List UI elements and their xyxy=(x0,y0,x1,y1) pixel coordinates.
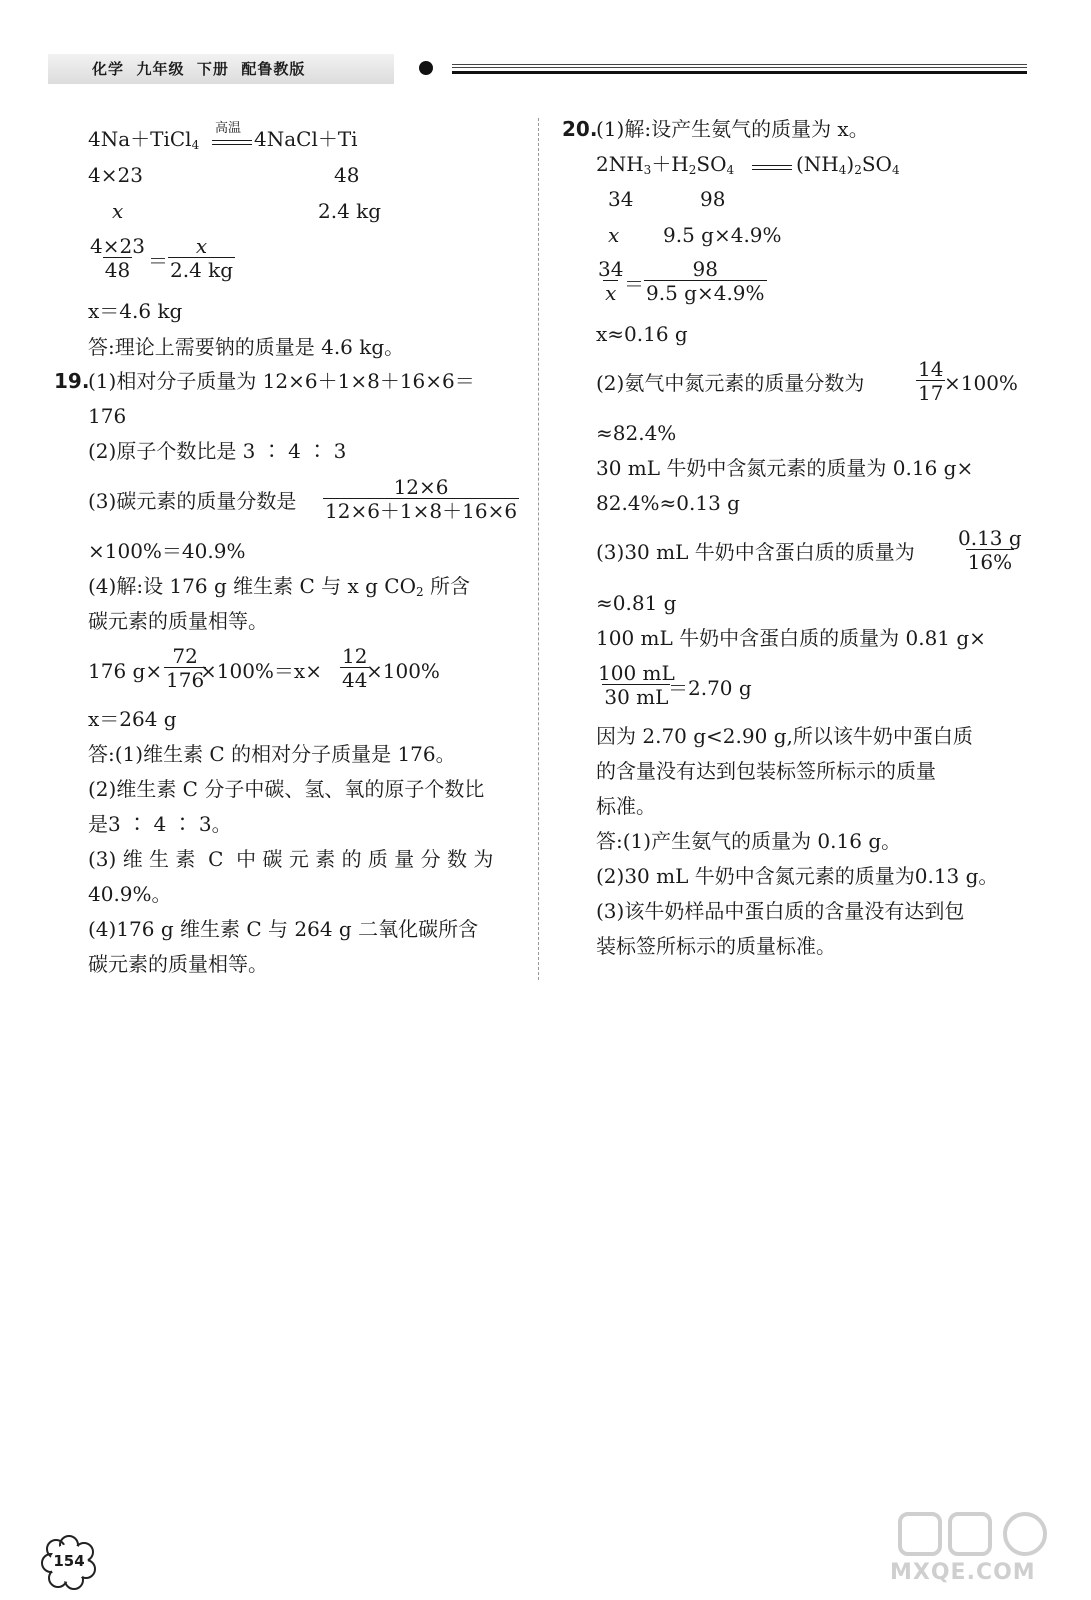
equation-line xyxy=(88,128,199,153)
equation-rhs: 4NaCl＋Ti xyxy=(254,127,358,151)
q19-mass-fraction xyxy=(323,476,519,522)
q20-ratio-fraction-1 xyxy=(596,258,625,304)
q20-ratio-numerator-1: 34 xyxy=(598,257,624,281)
volume-numerator: 100 mL xyxy=(598,661,675,685)
h2-subscript: 2 xyxy=(688,163,697,177)
q20-answer-2: (2)30 mL 牛奶中含氮元素的质量为0.13 g。 xyxy=(596,864,999,888)
q19-answer-2-cont: 是3 ∶ 4 ∶ 3。 xyxy=(88,812,232,836)
q20-result: x≈0.16 g xyxy=(596,322,688,346)
q19-fraction-numerator: 12×6 xyxy=(393,475,449,499)
volume-fraction xyxy=(596,662,677,708)
q19-eq-denominator-1: 176 xyxy=(166,668,205,692)
equation-lhs-subscript: 4 xyxy=(191,138,200,152)
q20-answer-3-cont: 装标签所标示的质量标准。 xyxy=(596,934,836,958)
q20-ratio-fraction-2 xyxy=(644,258,767,304)
mass-h2so4: 98 xyxy=(700,187,726,211)
q19-eq-denominator-2: 44 xyxy=(342,668,368,692)
q19-answer-2: (2)维生素 C 分子中碳、氢、氧的原子个数比 xyxy=(88,777,485,801)
header-rule-thick xyxy=(452,71,1027,74)
q19-eq-numerator-1: 72 xyxy=(172,644,198,668)
ratio-numerator-1: 4×23 xyxy=(90,234,145,258)
so4: SO xyxy=(696,152,727,176)
q19-part4-text: (4)解:设 176 g 维生素 C 与 x g CO xyxy=(88,574,416,598)
page-number-badge xyxy=(40,1533,98,1591)
q20-part3-result: ≈0.81 g xyxy=(596,591,677,615)
header-dot xyxy=(419,61,433,75)
q19-answer-4-cont: 碳元素的质量相等。 xyxy=(88,952,268,976)
q20-part1: (1)解:设产生氨气的质量为 x。 xyxy=(596,117,869,141)
mass-nh3: 34 xyxy=(608,187,634,211)
so4-subscript: 4 xyxy=(726,163,735,177)
co2-subscript: 2 xyxy=(416,585,424,599)
q20-part3: (3)30 mL 牛奶中含蛋白质的质量为 xyxy=(596,540,915,564)
q19-part3-cont: ×100%＝40.9% xyxy=(88,539,246,563)
watermark-text: MXQE.COM xyxy=(890,1560,1036,1585)
q19-result: x＝264 g xyxy=(88,707,177,731)
nitrogen-denominator: 17 xyxy=(918,381,944,405)
q20-ratio-equals: ＝ xyxy=(624,272,644,296)
known-value: 9.5 g×4.9% xyxy=(663,223,782,247)
plus-h: ＋H xyxy=(651,152,689,176)
book-title: 化学 九年级 下册 配鲁教版 xyxy=(92,60,306,78)
q19-fraction-denominator: 12×6＋1×8＋16×6 xyxy=(325,499,518,523)
reaction-condition: 高温 xyxy=(215,121,242,136)
mass-ti: 48 xyxy=(334,163,360,187)
question-20-number: 20. xyxy=(562,117,598,141)
ratio-denominator-2: 2.4 kg xyxy=(170,258,234,282)
q20-part2-line3: 30 mL 牛奶中含氮元素的质量为 0.16 g× xyxy=(596,456,974,480)
watermark-logo xyxy=(880,1510,1070,1590)
q19-equation-suffix: ×100% xyxy=(366,659,440,683)
q20-part2: (2)氨气中氮元素的质量分数为 xyxy=(596,371,865,395)
unknown-x: x xyxy=(608,223,620,247)
nitrogen-fraction xyxy=(916,358,945,404)
q19-part4 xyxy=(88,575,470,600)
protein-fraction xyxy=(956,527,1024,573)
q20-part3-line6: 的含量没有达到包装标签所标示的质量 xyxy=(596,759,936,783)
q20-part2-line4: 82.4%≈0.13 g xyxy=(596,491,740,515)
q19-equation-prefix: 176 g× xyxy=(88,659,163,683)
so4-rhs-subscript: 4 xyxy=(891,163,900,177)
q19-part4-tail: 所含 xyxy=(423,574,470,598)
reaction-arrow xyxy=(212,140,252,145)
reaction-equals xyxy=(752,165,792,170)
so4-rhs: SO xyxy=(861,152,892,176)
paren-subscript: 2 xyxy=(854,163,862,177)
q20-ratio-denominator-1: x xyxy=(605,281,617,305)
q19-answer-3: (3) 维 生 素 C 中 碳 元 素 的 质 量 分 数 为 xyxy=(88,847,494,871)
q20-part2-suffix: ×100% xyxy=(944,371,1018,395)
q20-equation-rhs xyxy=(796,153,900,178)
known-mass: 2.4 kg xyxy=(318,199,382,223)
q20-part3-volume-result: ＝2.70 g xyxy=(668,676,752,700)
question-19-number: 19. xyxy=(54,369,90,393)
q19-part4-cont: 碳元素的质量相等。 xyxy=(88,609,268,633)
header-rule xyxy=(452,64,1027,68)
column-divider xyxy=(538,118,539,980)
result-line: x＝4.6 kg xyxy=(88,299,183,323)
q20-part2-result: ≈82.4% xyxy=(596,421,677,445)
q20-part3-line3: 100 mL 牛奶中含蛋白质的质量为 0.81 g× xyxy=(596,626,986,650)
nh3-subscript: 3 xyxy=(643,163,652,177)
q20-answer-1: 答:(1)产生氨气的质量为 0.16 g。 xyxy=(596,829,902,853)
q20-part3-line7: 标准。 xyxy=(596,794,656,818)
q20-ratio-numerator-2: 98 xyxy=(692,257,718,281)
page-number: 154 xyxy=(53,1552,85,1570)
mass-na: 4×23 xyxy=(88,163,143,187)
q19-part3: (3)碳元素的质量分数是 xyxy=(88,489,297,513)
answer-line: 答:理论上需要钠的质量是 4.6 kg。 xyxy=(88,335,405,359)
q19-part1: (1)相对分子质量为 12×6＋1×8＋16×6＝ xyxy=(88,369,475,393)
protein-denominator: 16% xyxy=(967,550,1013,574)
q20-part3-line5: 因为 2.70 g<2.90 g,所以该牛奶中蛋白质 xyxy=(596,724,973,748)
ratio-fraction-2 xyxy=(168,235,235,281)
q19-answer-3-cont: 40.9%。 xyxy=(88,882,172,906)
ratio-denominator-1: 48 xyxy=(104,258,131,282)
q20-equation xyxy=(596,153,734,178)
volume-denominator: 30 mL xyxy=(604,685,669,709)
q19-equation-middle: ×100%＝x× xyxy=(200,659,322,683)
equation-lhs: 4Na＋TiCl xyxy=(88,127,192,151)
nh3: 2NH xyxy=(596,152,644,176)
q19-part2: (2)原子个数比是 3 ∶ 4 ∶ 3 xyxy=(88,439,347,463)
protein-numerator: 0.13 g xyxy=(958,526,1022,550)
q19-answer-1: 答:(1)维生素 C 的相对分子质量是 176。 xyxy=(88,742,456,766)
ratio-equals: ＝ xyxy=(148,249,168,273)
ratio-fraction-1 xyxy=(88,235,147,281)
q19-part1-cont: 176 xyxy=(88,404,127,428)
q20-ratio-denominator-2: 9.5 g×4.9% xyxy=(646,281,765,305)
nitrogen-numerator: 14 xyxy=(918,357,944,381)
q19-eq-numerator-2: 12 xyxy=(342,644,368,668)
q20-answer-3: (3)该牛奶样品中蛋白质的含量没有达到包 xyxy=(596,899,965,923)
nh4-subscript: 4 xyxy=(838,163,847,177)
q19-answer-4: (4)176 g 维生素 C 与 264 g 二氧化碳所含 xyxy=(88,917,479,941)
ratio-numerator-2: x xyxy=(195,234,208,258)
unknown-x: x xyxy=(112,199,124,223)
nh4: (NH xyxy=(796,152,839,176)
paren: ) xyxy=(846,152,855,176)
